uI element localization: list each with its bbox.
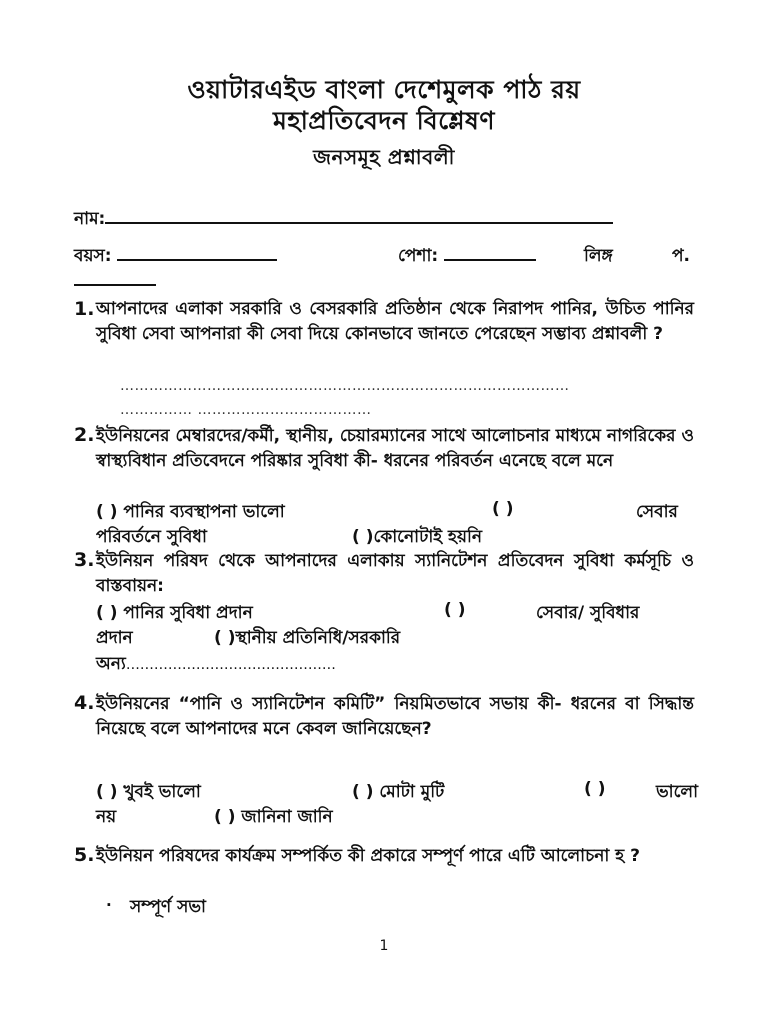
sex-blank-row	[74, 268, 156, 291]
age-field	[74, 243, 277, 271]
q1-text: আপনাদের এলাকা সরকারি ও বেসরকারি প্রতিষ্ঠান থেকে নিরাপদ পানির, উচিত পানির সুবিধা সেবা আপনারা কী সেবা দিয়ে কোনভাবে জানতে পেরেছেন সম্ভাব্য প্রশ্নাবলী ?	[96, 299, 694, 344]
q4-option-5[interactable]	[214, 804, 333, 832]
q3-option-2-checkbox[interactable]: ( )	[444, 600, 466, 620]
q4-option-3-checkbox[interactable]: ( )	[584, 779, 606, 799]
q3-text: ইউনিয়ন পরিষদ থেকে আপনাদের এলাকায় স্যানিটেশন প্রতিবেদন সুবিধা কর্মসূচি ও বাস্তবায়ন:	[96, 551, 694, 596]
q4-option-2[interactable]: ( ) মোটা মুটি	[352, 782, 445, 802]
occupation-blank[interactable]	[444, 243, 536, 261]
page-number: 1	[379, 938, 389, 954]
q3-option-5-label: অন্য	[96, 654, 126, 674]
q2-option-2: সেবার	[636, 502, 678, 522]
sex-suffix: প.	[672, 246, 690, 266]
sex-blank[interactable]	[74, 268, 156, 286]
name-label: নাম:	[74, 209, 106, 229]
q5-item-1: সম্পূর্ণ সভা	[130, 897, 206, 917]
q4-option-6: জানি	[297, 807, 333, 827]
q3-number: 3.	[74, 549, 95, 571]
q2-option-2-checkbox[interactable]: ( )	[492, 499, 514, 519]
name-row	[74, 206, 613, 234]
age-label: বয়স:	[74, 246, 112, 266]
q4-option-5-label: ( ) জানিনা	[214, 807, 292, 827]
q3-option-5	[96, 651, 336, 679]
document-title-line1: ওয়াটারএইড বাংলা দেশেমুলক পাঠ রয়	[187, 75, 581, 104]
q1-number: 1.	[74, 298, 95, 320]
q4-option-3: ভালো	[656, 782, 699, 802]
q4-option-1[interactable]: ( ) খুবই ভালো	[96, 782, 201, 802]
q2-option-3: পরিবর্তনে সুবিধা	[96, 527, 207, 547]
document-subtitle: জনসমূহ প্রশ্নাবলী	[313, 145, 455, 169]
q3-option-1[interactable]: ( ) পানির সুবিধা প্রদান	[96, 603, 253, 623]
q3-option-3: প্রদান	[96, 628, 133, 648]
q3-option-4[interactable]: ( )স্থানীয় প্রতিনিধি/সরকারি	[214, 628, 401, 648]
sex-label: লিঙ্গ	[584, 246, 613, 266]
q3-option-2: সেবার/ সুবিধার	[536, 603, 640, 623]
q5-number: 5.	[74, 844, 95, 866]
name-blank[interactable]	[105, 206, 613, 224]
age-blank[interactable]	[117, 243, 277, 261]
q4-number: 4.	[74, 692, 95, 714]
occupation-field	[398, 243, 536, 271]
document-title-line2: মহাপ্রতিবেদন বিশ্লেষণ	[273, 106, 495, 135]
q5-bullet: ·	[106, 896, 112, 914]
q2-number: 2.	[74, 424, 95, 446]
q4-text: ইউনিয়নের “পানি ও স্যানিটেশন কমিটি” নিয়মিতভাবে সভায় কী- ধরনের বা সিদ্ধান্ত নিয়েছে বলে আপনাদের মনে কেবল জানিয়েছেন?	[96, 694, 694, 739]
q3-option-5-dots[interactable]: ………………………………………	[125, 657, 336, 673]
q1-answer-line2[interactable]: …………… ………………………………	[120, 402, 372, 418]
occupation-label: পেশা:	[398, 246, 439, 266]
q2-option-4[interactable]: ( )কোনোটাই হয়নি	[352, 527, 482, 547]
q1-answer-line1[interactable]: …………………………………………………………………………………	[120, 378, 570, 394]
q5-text: ইউনিয়ন পরিষদের কার্যক্রম সম্পর্কিত কী প্রকারে সম্পূর্ণ পারে এটি আলোচনা হ ?	[96, 846, 640, 866]
q4-option-4: নয়	[96, 807, 117, 827]
q2-option-1[interactable]: ( ) পানির ব্যবস্থাপনা ভালো	[96, 502, 285, 522]
q2-text: ইউনিয়নের মেম্বারদের/কর্মী, স্থানীয়, চেয়ারম্যানের সাথে আলোচনার মাধ্যমে নাগরিকের ও স্বাস্থ্যবিধান প্রতিবেদনে পরিষ্কার সুবিধা কী- ধরনের পরিবর্তন এনেছে বলে মনে	[96, 426, 694, 471]
